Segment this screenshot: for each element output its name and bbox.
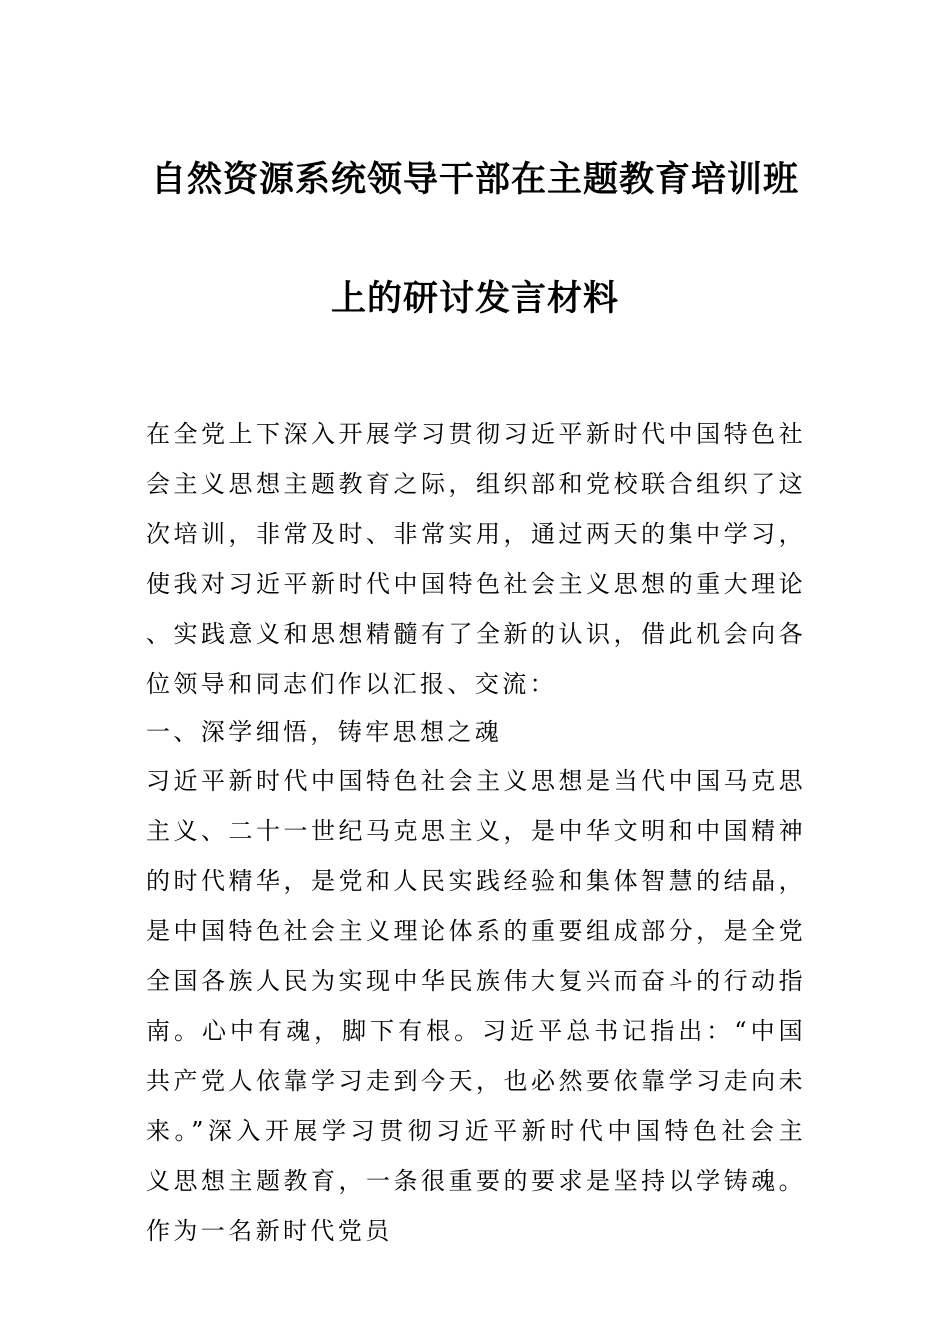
document-title-line-1: 自然资源系统领导干部在主题教育培训班 [150, 160, 799, 200]
section-heading-1: 一、深学细悟，铸牢思想之魂 [146, 718, 503, 746]
section-1-paragraph: 习近平新时代中国特色社会主义思想是当代中国马克思主义、二十一世纪马克思主义，是中华文明和中国精神的时代精华，是党和人民实践经验和集体智慧的结晶，是中国特色社会主义理论体系的重要组成部分，是全党全国各族人民为实现中华民族伟大复兴而奋斗的行动指南。心中有魂，脚下有根。习近平总书记指出：“中国共产党人依靠学习走到今天，也必然要依靠学习走向未来。”深入开展学习贯彻习近平新时代中国特色社会主义思想主题教育，一条很重要的要求是坚持以学铸魂。作为一名新时代党员 [146, 767, 806, 1245]
document-title-line-2: 上的研讨发言材料 [330, 279, 619, 319]
intro-paragraph: 在全党上下深入开展学习贯彻习近平新时代中国特色社会主义思想主题教育之际，组织部和党校联合组织了这次培训，非常及时、非常实用，通过两天的集中学习，使我对习近平新时代中国特色社会主义思想的重大理论、实践意义和思想精髓有了全新的认识，借此机会向各位领导和同志们作以汇报、交流： [146, 420, 806, 698]
